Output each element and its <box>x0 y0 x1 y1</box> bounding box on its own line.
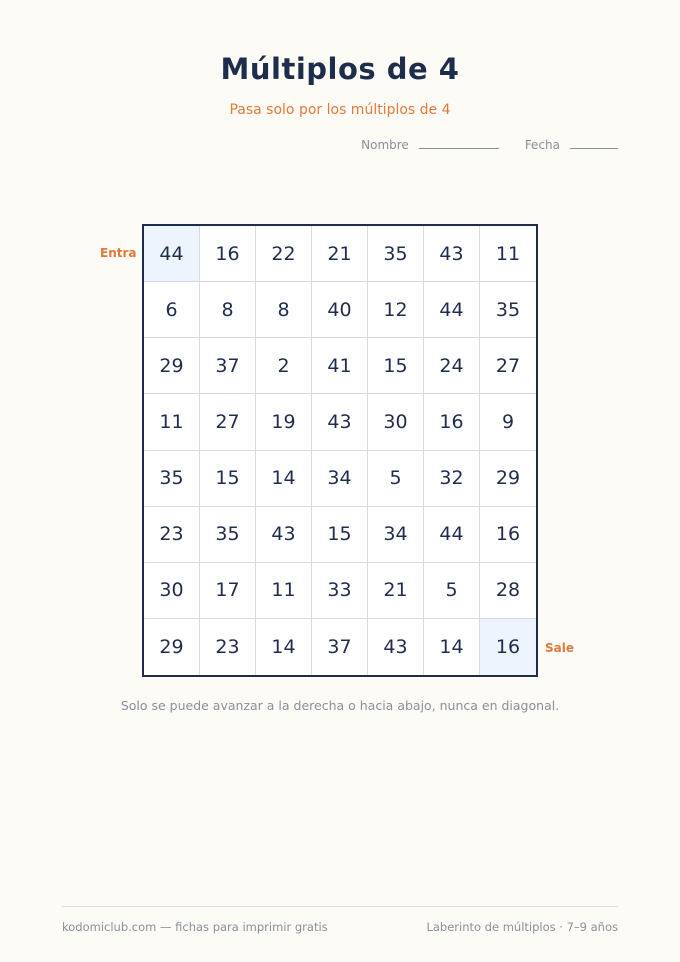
maze-grid <box>142 224 538 677</box>
maze-cell: 17 <box>200 563 256 619</box>
maze-exit-label: Sale <box>545 641 574 655</box>
footer-divider <box>62 906 618 907</box>
date-label: Fecha <box>524 138 560 152</box>
maze-cell: 29 <box>144 338 200 394</box>
maze-cell: 27 <box>200 394 256 450</box>
maze-cell: 35 <box>144 451 200 507</box>
maze-cell: 29 <box>144 619 200 675</box>
maze-cell: 8 <box>200 282 256 338</box>
maze-cell: 16 <box>480 619 536 675</box>
maze-cell: 12 <box>368 282 424 338</box>
maze-cell: 23 <box>144 507 200 563</box>
date-blank-line <box>570 147 618 149</box>
maze-cell: 23 <box>200 619 256 675</box>
maze-cell: 9 <box>480 394 536 450</box>
maze-cell: 40 <box>312 282 368 338</box>
maze-cell: 43 <box>312 394 368 450</box>
maze-cell: 11 <box>480 226 536 282</box>
maze-cell: 19 <box>256 394 312 450</box>
maze-cell: 2 <box>256 338 312 394</box>
maze-cell: 5 <box>368 451 424 507</box>
maze-cell: 22 <box>256 226 312 282</box>
maze-cell: 44 <box>144 226 200 282</box>
maze-cell: 43 <box>368 619 424 675</box>
maze-cell: 35 <box>200 507 256 563</box>
maze-cell: 14 <box>256 619 312 675</box>
name-label: Nombre <box>361 138 409 152</box>
maze-cell: 21 <box>312 226 368 282</box>
footer-activity: Laberinto de múltiplos · 7–9 años <box>426 920 618 934</box>
maze-cell: 37 <box>200 338 256 394</box>
page-subtitle: Pasa solo por los múltiplos de 4 <box>229 102 451 118</box>
maze-cell: 27 <box>480 338 536 394</box>
maze-cell: 16 <box>200 226 256 282</box>
instruction-text: Solo se puede avanzar a la derecha o hacia abajo, nunca en diagonal. <box>120 698 560 713</box>
maze-cell: 41 <box>312 338 368 394</box>
maze-grid-cells <box>144 226 536 675</box>
name-blank-line <box>419 147 499 149</box>
maze-entry-label: Entra <box>100 246 137 260</box>
maze-cell: 11 <box>256 563 312 619</box>
maze-cell: 43 <box>424 226 480 282</box>
maze-cell: 8 <box>256 282 312 338</box>
maze-cell: 37 <box>312 619 368 675</box>
maze-cell: 28 <box>480 563 536 619</box>
maze-cell: 30 <box>144 563 200 619</box>
maze-cell: 35 <box>480 282 536 338</box>
maze-cell: 15 <box>312 507 368 563</box>
maze-cell: 21 <box>368 563 424 619</box>
maze-cell: 34 <box>368 507 424 563</box>
maze-cell: 35 <box>368 226 424 282</box>
maze-cell: 15 <box>200 451 256 507</box>
maze-cell: 14 <box>256 451 312 507</box>
maze-cell: 30 <box>368 394 424 450</box>
maze-cell: 34 <box>312 451 368 507</box>
maze-cell: 43 <box>256 507 312 563</box>
maze-cell: 15 <box>368 338 424 394</box>
name-date-fields <box>361 138 618 152</box>
maze-cell: 44 <box>424 282 480 338</box>
maze-cell: 29 <box>480 451 536 507</box>
maze-cell: 5 <box>424 563 480 619</box>
maze-cell: 44 <box>424 507 480 563</box>
maze-cell: 11 <box>144 394 200 450</box>
maze-cell: 16 <box>480 507 536 563</box>
maze-cell: 16 <box>424 394 480 450</box>
footer-site: kodomiclub.com — fichas para imprimir gratis <box>62 920 328 934</box>
maze-cell: 14 <box>424 619 480 675</box>
maze-cell: 24 <box>424 338 480 394</box>
maze-cell: 6 <box>144 282 200 338</box>
maze-cell: 32 <box>424 451 480 507</box>
page-title: Múltiplos de 4 <box>220 52 460 86</box>
maze-cell: 33 <box>312 563 368 619</box>
